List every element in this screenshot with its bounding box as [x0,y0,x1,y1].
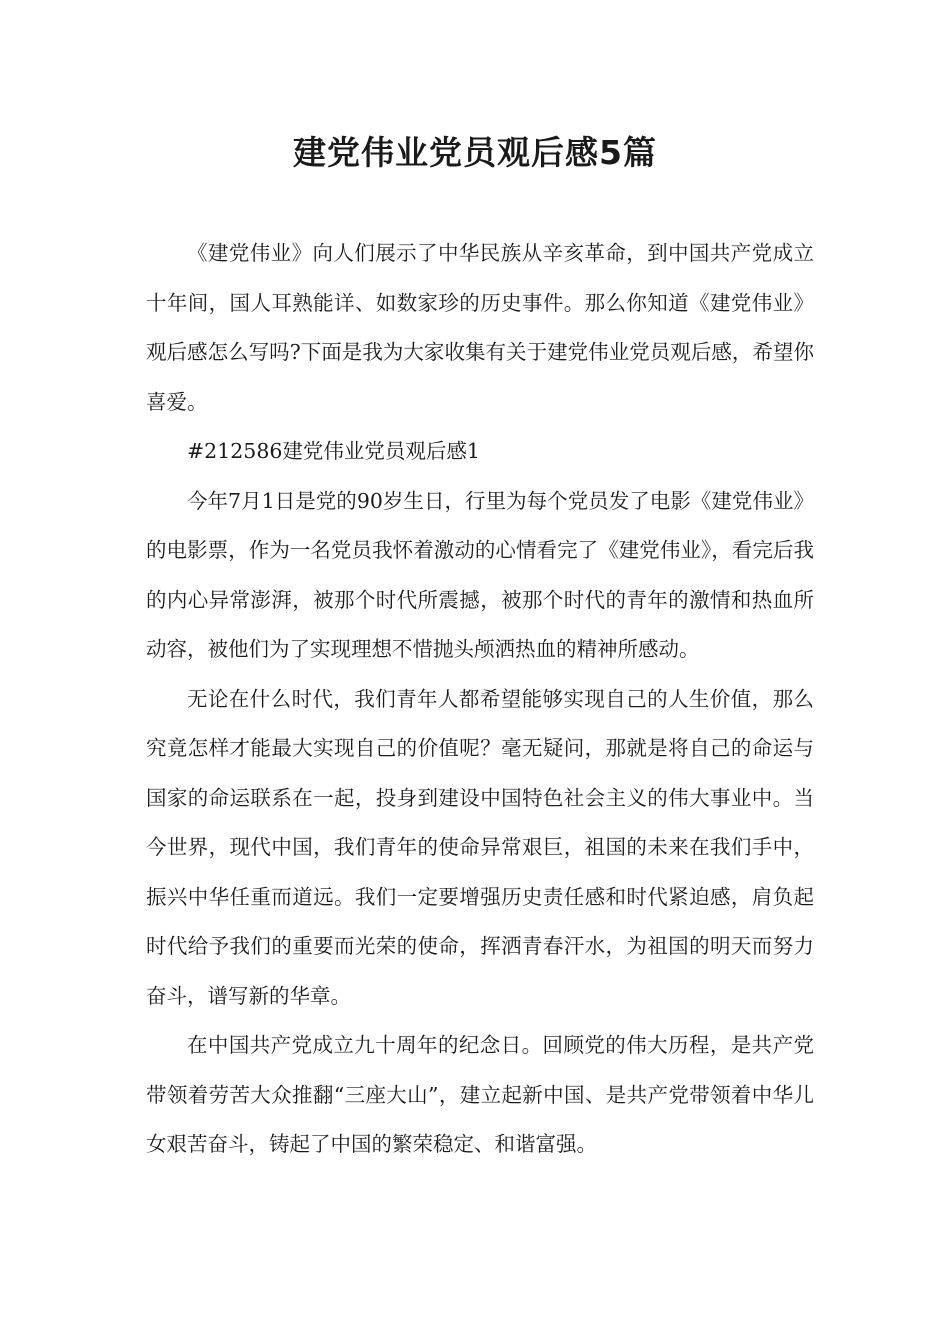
section-heading: #212586建党伟业党员观后感1 [187,439,480,463]
paragraph-2: 无论在什么时代，我们青年人都希望能够实现自己的人生价值，那么究竟怎样才能最大实现自己的价值呢？毫无疑问，那就是将自己的命运与国家的命运联系在一起，投身到建设中国特色社会主义的伟大事业中。当今世界，现代中国，我们青年的使命异常艰巨，祖国的未来在我们手中，振兴中华任重而道远。我们一定要增强历史责任感和时代紧迫感，肩负起时代给予我们的重要而光荣的使命，挥洒青春汗水，为祖国的明天而努力奋斗，谱写新的华章。 [146,686,814,1008]
paragraph-3: 在中国共产党成立九十周年的纪念日。回顾党的伟大历程，是共产党带领着劳苦大众推翻“三座大山”，建立起新中国、是共产党带领着中华儿女艰苦奋斗，铸起了中国的繁荣稳定、和谐富强。 [146,1033,814,1156]
paragraph-1: 今年7月1日是党的90岁生日，行里为每个党员发了电影《建党伟业》的电影票，作为一名党员我怀着激动的心情看完了《建党伟业》，看完后我的内心异常澎湃，被那个时代所震撼，被那个时代的青年的激情和热血所动容，被他们为了实现理想不惜抛头颅洒热血的精神所感动。 [146,488,814,661]
document-title: 建党伟业党员观后感5篇 [293,133,657,172]
document-body [146,229,814,1170]
paragraph-intro: 《建党伟业》向人们展示了中华民族从辛亥革命，到中国共产党成立十年间，国人耳熟能详、如数家珍的历史事件。那么你知道《建党伟业》观后感怎么写吗?下面是我为大家收集有关于建党伟业党员观后感，希望你喜爱。 [146,241,814,414]
